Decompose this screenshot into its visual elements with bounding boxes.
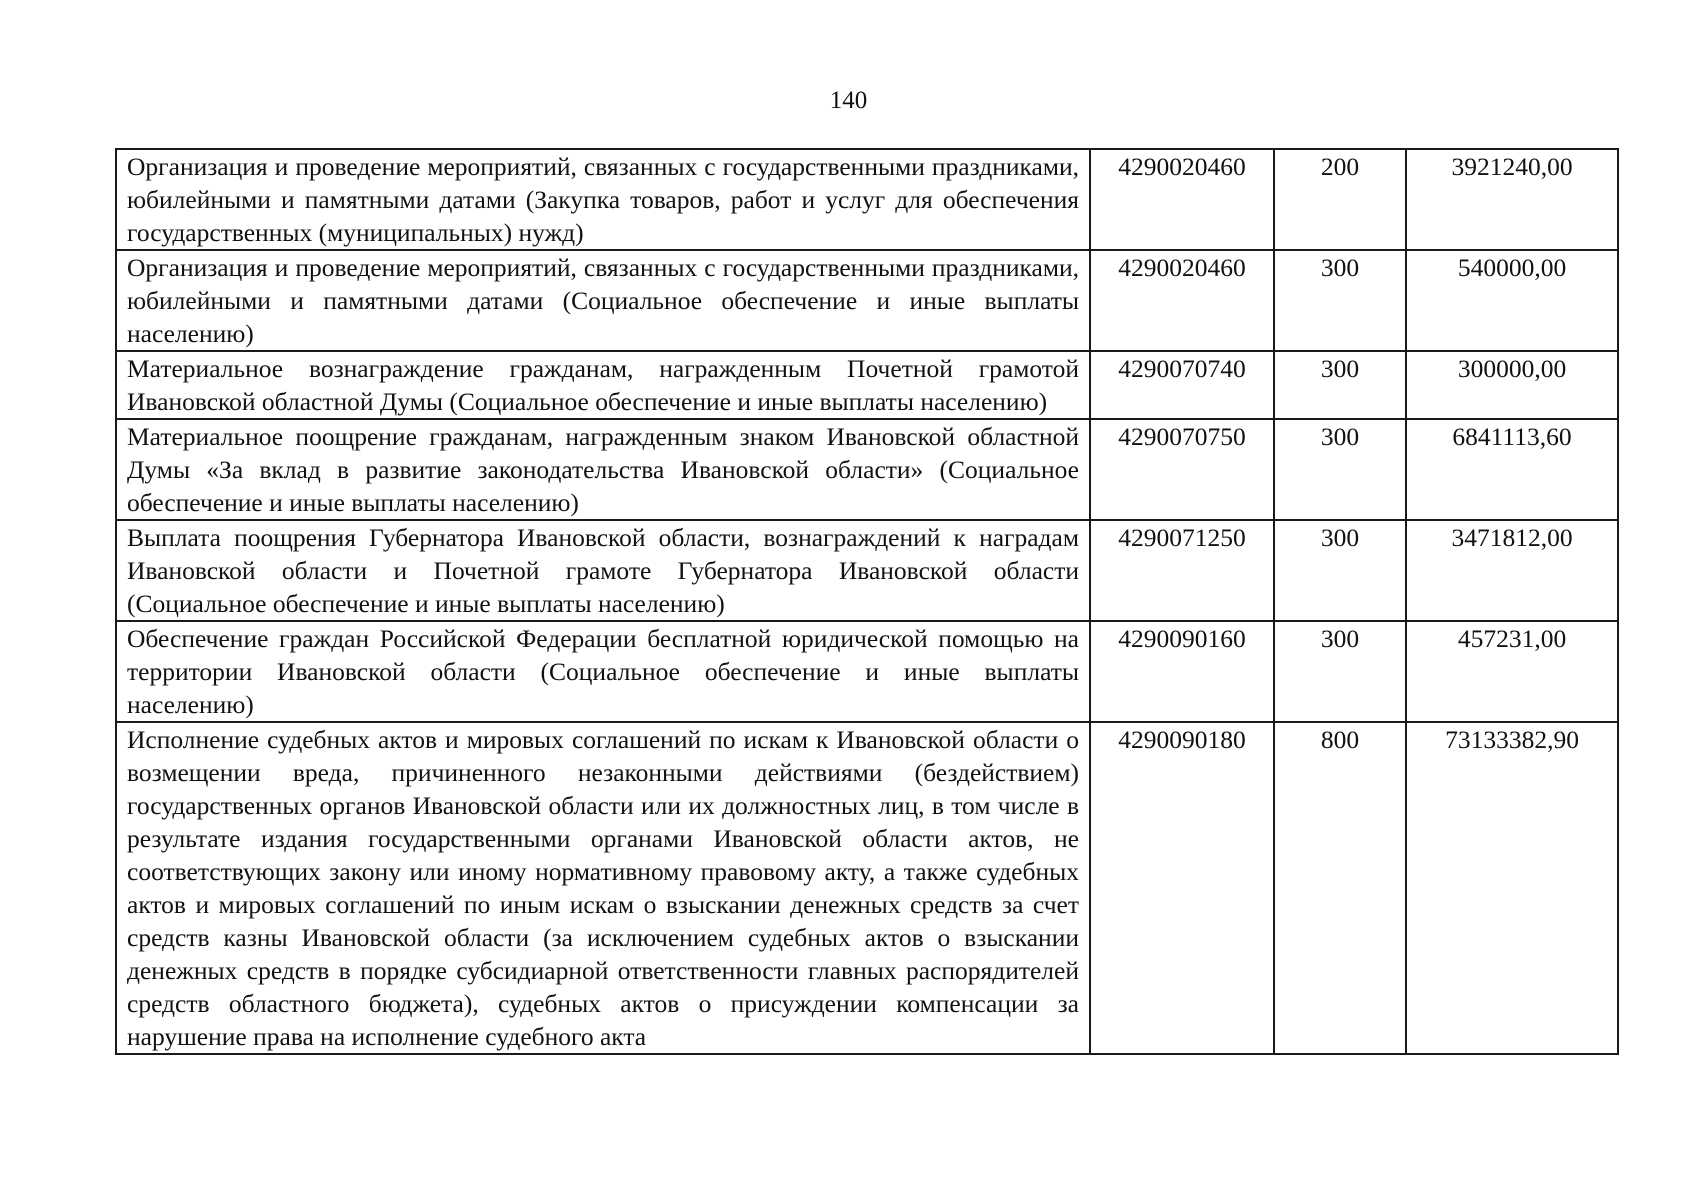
row-amount: 6841113,60	[1406, 419, 1618, 520]
table-row	[116, 419, 1618, 520]
row-code: 4290020460	[1090, 250, 1274, 351]
row-description: Исполнение судебных актов и мировых соглашений по искам к Ивановской области о возмещении вреда, причиненного незаконными действиями (бездействием) государственных органов Ивановской области или их должностных лиц, в том числе в результате издания государственными органами Ивановской области актов, не соответствующих закону или иному нормативному правовому акту, а также судебных актов и мировых соглашений по иным искам о взыскании денежных средств за счет средств казны Ивановской области (за исключением судебных актов о взыскании денежных средств в порядке субсидиарной ответственности главных распорядителей средств областного бюджета), судебных актов о присуждении компенсации за нарушение права на исполнение судебного акта	[116, 722, 1090, 1054]
row-amount: 457231,00	[1406, 621, 1618, 722]
row-description: Организация и проведение мероприятий, связанных с государственными праздниками, юбилейными и памятными датами (Социальное обеспечение и иные выплаты населению)	[116, 250, 1090, 351]
row-description: Организация и проведение мероприятий, связанных с государственными праздниками, юбилейными и памятными датами (Закупка товаров, работ и услуг для обеспечения государственных (муниципальных) нужд)	[116, 149, 1090, 250]
row-type: 300	[1274, 250, 1406, 351]
row-type: 300	[1274, 621, 1406, 722]
table-row	[116, 149, 1618, 250]
row-type: 300	[1274, 419, 1406, 520]
row-type: 200	[1274, 149, 1406, 250]
row-amount: 73133382,90	[1406, 722, 1618, 1054]
row-description: Материальное поощрение гражданам, награжденным знаком Ивановской областной Думы «За вклад в развитие законодательства Ивановской области» (Социальное обеспечение и иные выплаты населению)	[116, 419, 1090, 520]
table-row	[116, 250, 1618, 351]
row-type: 300	[1274, 520, 1406, 621]
table-row	[116, 621, 1618, 722]
row-amount: 300000,00	[1406, 351, 1618, 419]
row-code: 4290020460	[1090, 149, 1274, 250]
row-description: Обеспечение граждан Российской Федерации бесплатной юридической помощью на территории Ивановской области (Социальное обеспечение и иные выплаты населению)	[116, 621, 1090, 722]
row-description: Выплата поощрения Губернатора Ивановской области, вознаграждений к наградам Ивановской области и Почетной грамоте Губернатора Ивановской области (Социальное обеспечение и иные выплаты населению)	[116, 520, 1090, 621]
row-code: 4290090180	[1090, 722, 1274, 1054]
row-amount: 3921240,00	[1406, 149, 1618, 250]
row-amount: 3471812,00	[1406, 520, 1618, 621]
row-amount: 540000,00	[1406, 250, 1618, 351]
row-code: 4290090160	[1090, 621, 1274, 722]
row-type: 300	[1274, 351, 1406, 419]
table-row	[116, 351, 1618, 419]
row-description: Материальное вознаграждение гражданам, награжденным Почетной грамотой Ивановской областной Думы (Социальное обеспечение и иные выплаты населению)	[116, 351, 1090, 419]
budget-table	[115, 148, 1619, 1055]
row-code: 4290070750	[1090, 419, 1274, 520]
table-row	[116, 722, 1618, 1054]
page-number: 140	[829, 87, 868, 114]
row-code: 4290071250	[1090, 520, 1274, 621]
table-row	[116, 520, 1618, 621]
row-type: 800	[1274, 722, 1406, 1054]
row-code: 4290070740	[1090, 351, 1274, 419]
